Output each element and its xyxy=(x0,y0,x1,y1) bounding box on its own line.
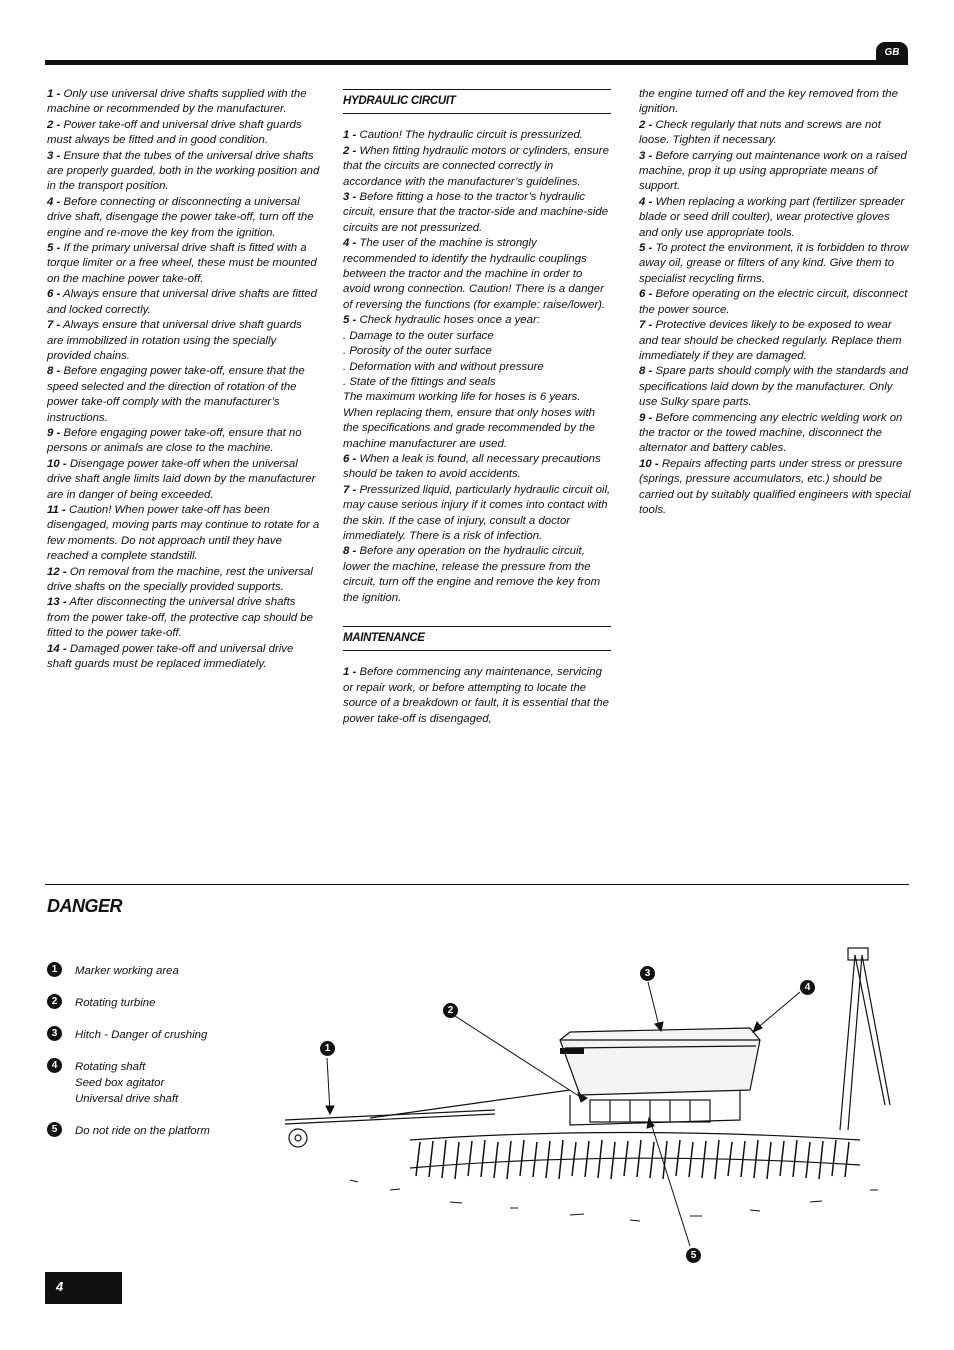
list-item xyxy=(639,411,911,457)
callout-3: 3 xyxy=(640,966,655,981)
column-hydraulic-maintenance xyxy=(343,87,611,727)
item-text: Ensure that the tubes of the universal drive shafts are properly guarded, both in the working position and in the transport position. xyxy=(47,149,320,193)
item-text: Before connecting or disconnecting a universal drive shaft, disengage the power take-off, turn off the engine and re-move the key from the ignition. xyxy=(47,195,314,239)
list-item xyxy=(343,344,611,359)
list-item xyxy=(343,360,611,375)
item-text: Check hydraulic hoses once a year: xyxy=(359,314,540,327)
coulter-tine xyxy=(806,1142,810,1178)
callout-number: 3 xyxy=(47,1026,62,1041)
coulter-tine xyxy=(481,1140,485,1177)
item-number: 5 - xyxy=(639,242,653,255)
item-text: Only use universal drive shafts supplied with the machine or recommended by the manufacturer. xyxy=(47,88,307,116)
language-tab: GB xyxy=(876,42,908,65)
item-number: 1 - xyxy=(343,129,357,142)
danger-heading: DANGER xyxy=(47,896,123,916)
coulter-tine xyxy=(780,1141,784,1176)
list-item xyxy=(343,665,611,727)
item-number: 9 - xyxy=(639,411,653,424)
item-number: 3 - xyxy=(639,149,653,162)
callout-number: 4 xyxy=(47,1058,62,1073)
callout-2: 2 xyxy=(443,1003,458,1018)
item-text: Disengage power take-off when the universal drive shaft angle limits laid down by the manufacturer are in danger of being exceeded. xyxy=(47,457,316,501)
list-item xyxy=(639,118,911,149)
item-text: Before fitting a hose to the tractor’s hydraulic circuit, ensure that the tractor-side and machine-side circuits are not pressurized. xyxy=(343,191,609,234)
coulter-tine xyxy=(611,1142,615,1179)
item-text: the engine turned off and the key removed from the ignition. xyxy=(639,88,898,116)
item-text: . Deformation with and without pressure xyxy=(343,360,544,373)
item-text: . Damage to the outer surface xyxy=(343,329,494,342)
item-text: Before carrying out maintenance work on a raised machine, prop it up using appropriate means of support. xyxy=(639,149,907,193)
list-item xyxy=(343,483,611,545)
coulter-tine xyxy=(689,1142,693,1177)
legend-text: Marker working area xyxy=(75,965,179,977)
legend-item xyxy=(47,1123,287,1139)
coulter-tine xyxy=(494,1142,498,1178)
item-number: 8 - xyxy=(343,545,357,558)
maintenance-heading: MAINTENANCE xyxy=(343,626,611,651)
callout-number: 1 xyxy=(47,962,62,977)
item-text: Repairs affecting parts under stress or pressure (springs, pressure accumulators, etc.) should be carried out by suitably qualified engineers with special tools. xyxy=(639,457,911,516)
danger-divider xyxy=(45,884,909,885)
maintenance-list xyxy=(343,665,611,727)
list-item xyxy=(343,128,611,143)
item-text: Pressurized liquid, particularly hydraulic circuit oil, may cause serious injury if it comes into contact with the skin. If the case of injury, consult a doctor immediately. There is a risk of infection. xyxy=(343,483,611,542)
column-pto-safety xyxy=(47,87,321,672)
item-text: Before operating on the electric circuit, disconnect the power source. xyxy=(639,288,908,316)
callout-number: 5 xyxy=(47,1122,62,1137)
coulter-tine xyxy=(793,1140,797,1177)
item-number: 7 - xyxy=(47,319,61,332)
list-item xyxy=(47,426,321,457)
item-text: Before engaging power take-off, ensure that the speed selected and the direction of rotation of the power take-off comply with the manufacturer’s instructions. xyxy=(47,365,305,424)
item-text: Always ensure that universal drive shaft guards are immobilized in rotation using the specially provided chains. xyxy=(47,319,302,362)
list-item xyxy=(47,149,321,195)
item-text: Before any operation on the hydraulic circuit, lower the machine, release the pressure from the circuit, turn off the engine and remove the key from the ignition. xyxy=(343,545,601,604)
item-number: 2 - xyxy=(343,144,357,157)
legend-item xyxy=(47,995,287,1011)
item-text: The maximum working life for hoses is 6 years. When replacing them, ensure that only hoses with the specifications and grade recommended by the machine manufacturer are used. xyxy=(343,391,596,450)
legend-text: Universal drive shaft xyxy=(75,1093,179,1105)
list-item xyxy=(343,236,611,313)
column-maintenance-continued xyxy=(639,87,911,518)
item-number: 10 - xyxy=(47,457,67,470)
item-number: 11 - xyxy=(47,503,66,516)
coulter-tine xyxy=(416,1142,420,1176)
legend-text: Rotating shaft xyxy=(75,1061,146,1073)
item-text: Check regularly that nuts and screws are not loose. Tighten if necessary. xyxy=(639,118,881,147)
item-number: 4 - xyxy=(343,237,357,250)
callout-4: 4 xyxy=(800,980,815,995)
coulter-tine xyxy=(429,1141,433,1177)
item-number: 4 - xyxy=(639,195,653,208)
item-number: 8 - xyxy=(47,365,61,378)
item-text: Protective devices likely to be exposed to wear and tear should be checked regularly. Replace them immediately if they are damaged. xyxy=(639,319,902,362)
item-number: 4 - xyxy=(47,195,61,208)
list-item xyxy=(47,595,321,641)
list-item xyxy=(47,87,321,118)
list-item xyxy=(343,313,611,328)
list-item xyxy=(343,190,611,236)
coulter-tine xyxy=(754,1140,758,1178)
coulter-tine xyxy=(507,1141,511,1179)
item-number: 7 - xyxy=(639,319,653,332)
list-item xyxy=(47,503,321,565)
list-item xyxy=(343,144,611,190)
item-number: 12 - xyxy=(47,565,67,578)
hydraulic-list xyxy=(343,128,611,606)
item-text: To protect the environment, it is forbidden to throw away oil, grease or filters of any kind. Give them to specialist recycling firms. xyxy=(639,242,909,285)
list-item xyxy=(639,364,911,410)
item-number: 5 - xyxy=(47,242,61,255)
list-item xyxy=(639,195,911,241)
item-number: 1 - xyxy=(343,666,357,679)
item-text: Caution! When power take-off has been disengaged, moving parts may continue to rotate for a few moments. Do not approach until they have reached a complete standstill. xyxy=(47,503,320,563)
item-number: 5 - xyxy=(343,314,357,327)
item-text: When replacing a working part (fertilizer spreader blade or seed drill coulter), wear protective gloves and only use appropriate tools. xyxy=(639,195,905,239)
legend-item xyxy=(47,963,287,979)
item-text: If the primary universal drive shaft is fitted with a torque limiter or a free wheel, these must be mounted on the machine power take-off. xyxy=(47,242,317,285)
item-text: The user of the machine is strongly recommended to identify the hydraulic couplings between the tractor and the machine in order to avoid wrong connection. Caution! There is a danger of reversing the functions (for example: raise/lower). xyxy=(343,237,606,311)
list-item xyxy=(639,457,911,519)
coulter-tine xyxy=(845,1142,849,1177)
list-item xyxy=(47,565,321,596)
list-item xyxy=(47,642,321,673)
legend-text: Seed box agitator xyxy=(75,1077,165,1089)
coulter-tine xyxy=(442,1140,446,1178)
coulter-tine xyxy=(663,1141,667,1179)
list-item xyxy=(343,544,611,606)
callout-number: 2 xyxy=(47,994,62,1009)
item-text: After disconnecting the universal drive shafts from the power take-off, the protective cap should be fitted to the power take-off. xyxy=(47,596,313,640)
legend-text: Rotating turbine xyxy=(75,997,156,1009)
item-text: Power take-off and universal drive shaft guards must always be fitted and in good condition. xyxy=(47,118,302,147)
item-text: Before engaging power take-off, ensure that no persons or animals are close to the machine. xyxy=(47,426,302,455)
callout-5: 5 xyxy=(686,1248,701,1263)
item-text: Caution! The hydraulic circuit is pressurized. xyxy=(359,129,583,142)
list-item xyxy=(639,287,911,318)
item-text: . Porosity of the outer surface xyxy=(343,345,492,358)
item-number: 6 - xyxy=(343,452,357,465)
item-number: 3 - xyxy=(47,149,61,162)
item-number: 14 - xyxy=(47,642,67,655)
item-text: Always ensure that universal drive shafts are fitted and locked correctly. xyxy=(47,288,317,316)
coulter-tine xyxy=(533,1142,537,1177)
list-item xyxy=(343,452,611,483)
legend-item xyxy=(47,1059,287,1107)
item-text: When a leak is found, all necessary precautions should be taken to avoid accidents. xyxy=(343,452,601,481)
list-item xyxy=(47,241,321,287)
list-item xyxy=(47,457,321,503)
list-item xyxy=(47,318,321,364)
list-item xyxy=(47,118,321,149)
page-number: 4 xyxy=(45,1272,122,1304)
coulter-tine xyxy=(455,1142,459,1179)
list-item xyxy=(343,375,611,390)
item-text: Before commencing any maintenance, servicing or repair work, or before attempting to locate the source of a breakdown or fault, it is essential that the power take-off is disengaged, xyxy=(343,666,609,725)
coulter-tine xyxy=(650,1142,654,1178)
item-number: 9 - xyxy=(47,426,61,439)
danger-legend xyxy=(47,963,287,1155)
legend-text: Hitch - Danger of crushing xyxy=(75,1029,208,1041)
coulter-tine xyxy=(468,1141,472,1176)
list-item xyxy=(639,241,911,287)
header-rule xyxy=(45,60,907,65)
list-item xyxy=(639,87,911,118)
list-item xyxy=(343,390,611,452)
coulter-tine xyxy=(819,1141,823,1179)
item-text: . State of the fittings and seals xyxy=(343,375,496,388)
hydraulic-circuit-heading: HYDRAULIC CIRCUIT xyxy=(343,89,611,114)
item-text: Damaged power take-off and universal drive shaft guards must be replaced immediately. xyxy=(47,642,294,671)
item-number: 2 - xyxy=(639,118,653,131)
list-item xyxy=(639,149,911,195)
item-number: 6 - xyxy=(47,288,61,301)
item-number: 6 - xyxy=(639,288,653,301)
list-item xyxy=(343,329,611,344)
item-number: 1 - xyxy=(47,88,61,100)
list-item xyxy=(47,287,321,318)
item-number: 3 - xyxy=(343,191,357,204)
item-text: On removal from the machine, rest the universal drive shafts on the specially provided supports. xyxy=(47,565,313,593)
item-number: 8 - xyxy=(639,365,653,378)
coulter-tine xyxy=(832,1140,836,1176)
item-text: Spare parts should comply with the standards and specifications laid down by the manufacturer. Only use Sulky spare parts. xyxy=(639,365,909,409)
item-text: When fitting hydraulic motors or cylinders, ensure that the circuits are connected correctly in accordance with the manufacturer’s guidelines. xyxy=(343,144,609,188)
list-item xyxy=(47,195,321,241)
list-item xyxy=(639,318,911,364)
coulter-tine xyxy=(520,1140,524,1176)
item-number: 13 - xyxy=(47,596,67,609)
item-number: 2 - xyxy=(47,118,61,131)
legend-item xyxy=(47,1027,287,1043)
item-number: 10 - xyxy=(639,457,659,470)
callout-1: 1 xyxy=(320,1041,335,1056)
list-item xyxy=(47,364,321,426)
coulter-tine xyxy=(702,1141,706,1178)
item-number: 7 - xyxy=(343,483,357,496)
item-text: Before commencing any electric welding work on the tractor or the towed machine, disconnect the alternator and battery cables. xyxy=(639,411,903,455)
legend-text: Do not ride on the platform xyxy=(75,1125,210,1137)
